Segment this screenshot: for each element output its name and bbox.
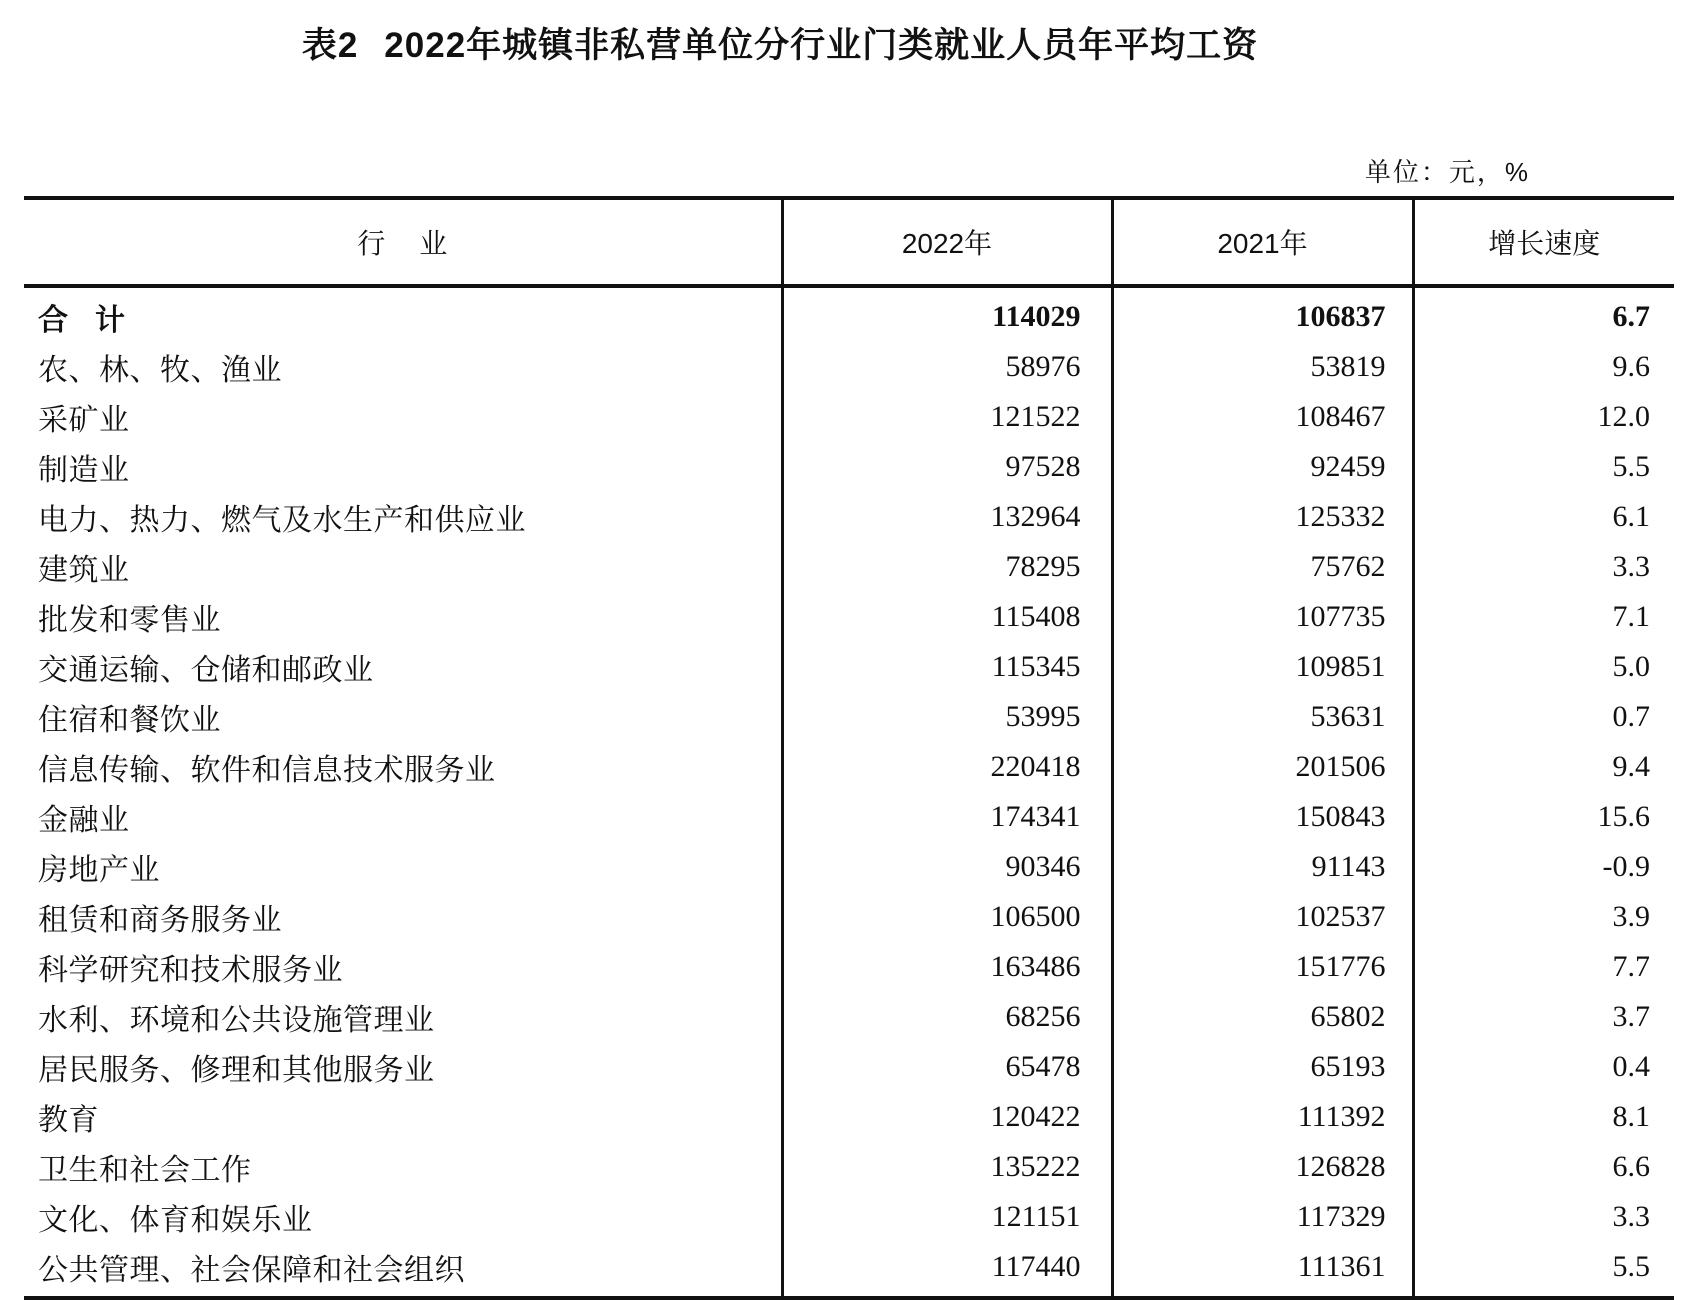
cell-growth: 6.1 <box>1413 492 1674 542</box>
cell-2021: 53631 <box>1112 692 1413 742</box>
cell-growth: 3.3 <box>1413 1192 1674 1242</box>
row-label: 信息传输、软件和信息技术服务业 <box>38 754 496 787</box>
column-header-growth: 增长速度 <box>1413 198 1674 286</box>
row-label-total-char1: 合 <box>38 304 69 337</box>
cell-2022: 220418 <box>782 742 1112 792</box>
cell-2022: 53995 <box>782 692 1112 742</box>
cell-2022: 135222 <box>782 1142 1112 1192</box>
unit-note: 单位：元，% <box>1364 157 1530 187</box>
cell-2022: 106500 <box>782 892 1112 942</box>
cell-2021: 125332 <box>1112 492 1413 542</box>
table-row <box>24 1192 1674 1242</box>
cell-2021: 117329 <box>1112 1192 1413 1242</box>
table-row <box>24 642 1674 692</box>
row-label-total-char2: 计 <box>95 304 126 337</box>
table-row <box>24 942 1674 992</box>
cell-2022: 120422 <box>782 1092 1112 1142</box>
row-label: 住宿和餐饮业 <box>38 704 221 737</box>
table-row <box>24 392 1674 442</box>
table-row <box>24 1092 1674 1142</box>
cell-growth: 7.7 <box>1413 942 1674 992</box>
cell-growth: 6.7 <box>1413 286 1674 342</box>
cell-2022: 90346 <box>782 842 1112 892</box>
row-label: 建筑业 <box>38 554 130 587</box>
cell-2021: 65193 <box>1112 1042 1413 1092</box>
table-row <box>24 792 1674 842</box>
cell-2021: 75762 <box>1112 542 1413 592</box>
cell-2022: 78295 <box>782 542 1112 592</box>
row-label: 金融业 <box>38 804 130 837</box>
cell-2022: 58976 <box>782 342 1112 392</box>
cell-growth: 15.6 <box>1413 792 1674 842</box>
row-label: 电力、热力、燃气及水生产和供应业 <box>38 504 526 537</box>
row-label: 租赁和商务服务业 <box>38 904 282 937</box>
row-label-total <box>24 286 782 342</box>
row-label: 采矿业 <box>38 404 130 437</box>
row-label: 制造业 <box>38 454 130 487</box>
cell-growth: 7.1 <box>1413 592 1674 642</box>
column-header-industry-char2: 业 <box>419 228 448 259</box>
cell-2022: 68256 <box>782 992 1112 1042</box>
row-label: 居民服务、修理和其他服务业 <box>38 1054 435 1087</box>
column-header-industry <box>24 198 782 286</box>
column-header-year-2021: 2021年 <box>1112 198 1413 286</box>
cell-growth: -0.9 <box>1413 842 1674 892</box>
row-label: 批发和零售业 <box>38 604 221 637</box>
cell-2022: 117440 <box>782 1242 1112 1298</box>
cell-2021: 126828 <box>1112 1142 1413 1192</box>
cell-2021: 109851 <box>1112 642 1413 692</box>
page-title <box>0 18 1560 68</box>
table-row <box>24 286 1674 342</box>
cell-2022: 97528 <box>782 442 1112 492</box>
row-label: 公共管理、社会保障和社会组织 <box>38 1254 465 1287</box>
table-body <box>24 286 1674 1298</box>
row-label: 文化、体育和娱乐业 <box>38 1204 313 1237</box>
cell-2021: 106837 <box>1112 286 1413 342</box>
header-row <box>24 198 1674 286</box>
cell-2022: 174341 <box>782 792 1112 842</box>
cell-2021: 65802 <box>1112 992 1413 1042</box>
table-row <box>24 1242 1674 1298</box>
cell-2021: 151776 <box>1112 942 1413 992</box>
cell-2022: 163486 <box>782 942 1112 992</box>
cell-growth: 9.4 <box>1413 742 1674 792</box>
cell-growth: 0.7 <box>1413 692 1674 742</box>
cell-2021: 111392 <box>1112 1092 1413 1142</box>
cell-2021: 111361 <box>1112 1242 1413 1298</box>
cell-2021: 53819 <box>1112 342 1413 392</box>
cell-growth: 5.5 <box>1413 1242 1674 1298</box>
row-label: 科学研究和技术服务业 <box>38 954 343 987</box>
cell-growth: 5.5 <box>1413 442 1674 492</box>
cell-2022: 114029 <box>782 286 1112 342</box>
table-row <box>24 492 1674 542</box>
cell-2022: 115408 <box>782 592 1112 642</box>
cell-2021: 150843 <box>1112 792 1413 842</box>
cell-2022: 121151 <box>782 1192 1112 1242</box>
cell-growth: 5.0 <box>1413 642 1674 692</box>
table-header <box>24 198 1674 286</box>
column-header-industry-char1: 行 <box>357 228 386 259</box>
table-row <box>24 692 1674 742</box>
cell-2021: 92459 <box>1112 442 1413 492</box>
row-label: 房地产业 <box>38 854 160 887</box>
table-row <box>24 542 1674 592</box>
row-label: 卫生和社会工作 <box>38 1154 252 1187</box>
cell-2022: 65478 <box>782 1042 1112 1092</box>
table-row <box>24 992 1674 1042</box>
table-title-text: 2022年城镇非私营单位分行业门类就业人员年平均工资 <box>384 26 1259 65</box>
cell-2021: 201506 <box>1112 742 1413 792</box>
table-row <box>24 1142 1674 1192</box>
cell-2021: 108467 <box>1112 392 1413 442</box>
cell-2021: 91143 <box>1112 842 1413 892</box>
row-label: 水利、环境和公共设施管理业 <box>38 1004 435 1037</box>
wage-table <box>24 196 1674 1300</box>
cell-growth: 3.9 <box>1413 892 1674 942</box>
cell-growth: 6.6 <box>1413 1142 1674 1192</box>
cell-growth: 3.3 <box>1413 542 1674 592</box>
cell-growth: 0.4 <box>1413 1042 1674 1092</box>
table-row <box>24 342 1674 392</box>
cell-growth: 3.7 <box>1413 992 1674 1042</box>
cell-growth: 12.0 <box>1413 392 1674 442</box>
table-row <box>24 742 1674 792</box>
cell-growth: 9.6 <box>1413 342 1674 392</box>
table-row <box>24 592 1674 642</box>
cell-2022: 121522 <box>782 392 1112 442</box>
cell-2022: 132964 <box>782 492 1112 542</box>
cell-2021: 107735 <box>1112 592 1413 642</box>
row-label: 交通运输、仓储和邮政业 <box>38 654 374 687</box>
table-number: 表2 <box>301 26 359 65</box>
table-row <box>24 842 1674 892</box>
table-row <box>24 442 1674 492</box>
row-label: 农、林、牧、渔业 <box>38 354 282 387</box>
column-header-year-2022: 2022年 <box>782 198 1112 286</box>
cell-2021: 102537 <box>1112 892 1413 942</box>
table-row <box>24 892 1674 942</box>
row-label: 教育 <box>38 1104 99 1137</box>
cell-2022: 115345 <box>782 642 1112 692</box>
wage-table-container <box>24 196 1678 1300</box>
cell-growth: 8.1 <box>1413 1092 1674 1142</box>
table-row <box>24 1042 1674 1092</box>
